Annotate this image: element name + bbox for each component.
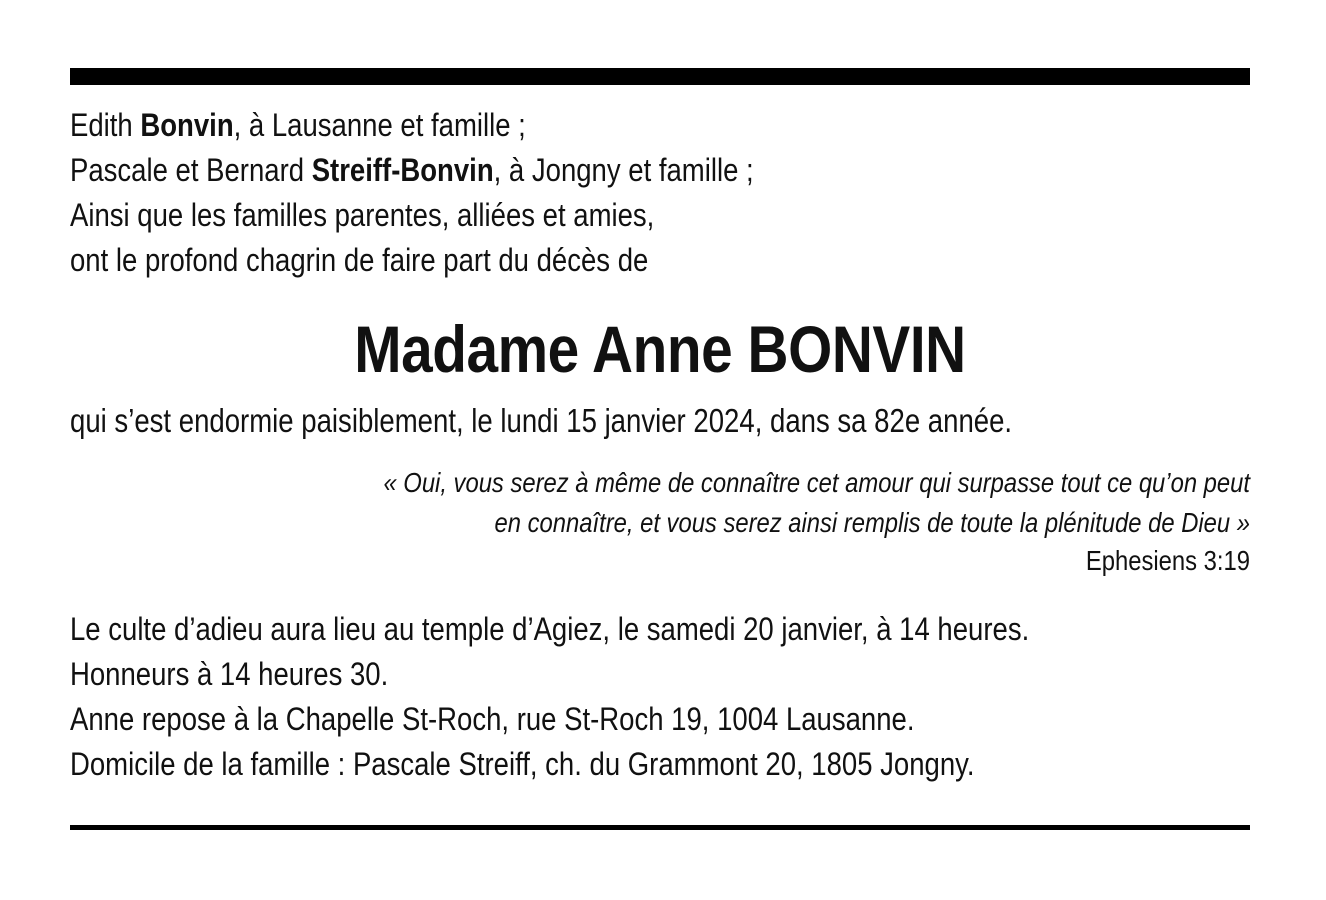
verse-reference: Ephesiens 3:19 (1085, 545, 1250, 576)
family-surname: Streiff-Bonvin (311, 152, 494, 188)
service-details (70, 607, 1085, 787)
family-line: Pascale et Bernard Streiff-Bonvin, à Jongny et famille ; (70, 152, 754, 188)
family-line: ont le profond chagrin de faire part du décès de (70, 242, 649, 278)
service-line: Le culte d’adieu aura lieu au temple d’Agiez, le samedi 20 janvier, à 14 heures. (70, 611, 1030, 647)
service-line: Honneurs à 14 heures 30. (70, 656, 389, 692)
bible-verse (247, 463, 1250, 543)
service-line: Domicile de la famille : Pascale Streiff, ch. du Grammont 20, 1805 Jongny. (70, 746, 975, 782)
family-line: Ainsi que les familles parentes, alliées et amies, (70, 197, 655, 233)
passing-text: qui s’est endormie paisiblement, le lundi 15 janvier 2024, dans sa 82e année. (70, 402, 1013, 439)
bottom-rule (70, 825, 1250, 830)
family-surname: Bonvin (140, 107, 234, 143)
deceased-name: Madame Anne BONVIN (354, 312, 966, 386)
verse-line: en connaître, et vous serez ainsi remplis de toute la plénitude de Dieu » (494, 507, 1251, 538)
top-rule (70, 68, 1250, 85)
verse-line: « Oui, vous serez à même de connaître cet amour qui surpasse tout ce qu’on peut (383, 467, 1251, 498)
service-line: Anne repose à la Chapelle St-Roch, rue St-Roch 19, 1004 Lausanne. (70, 701, 915, 737)
family-announcement (70, 103, 1085, 283)
family-line: Edith Bonvin, à Lausanne et famille ; (70, 107, 526, 143)
obituary-notice (70, 68, 1250, 787)
